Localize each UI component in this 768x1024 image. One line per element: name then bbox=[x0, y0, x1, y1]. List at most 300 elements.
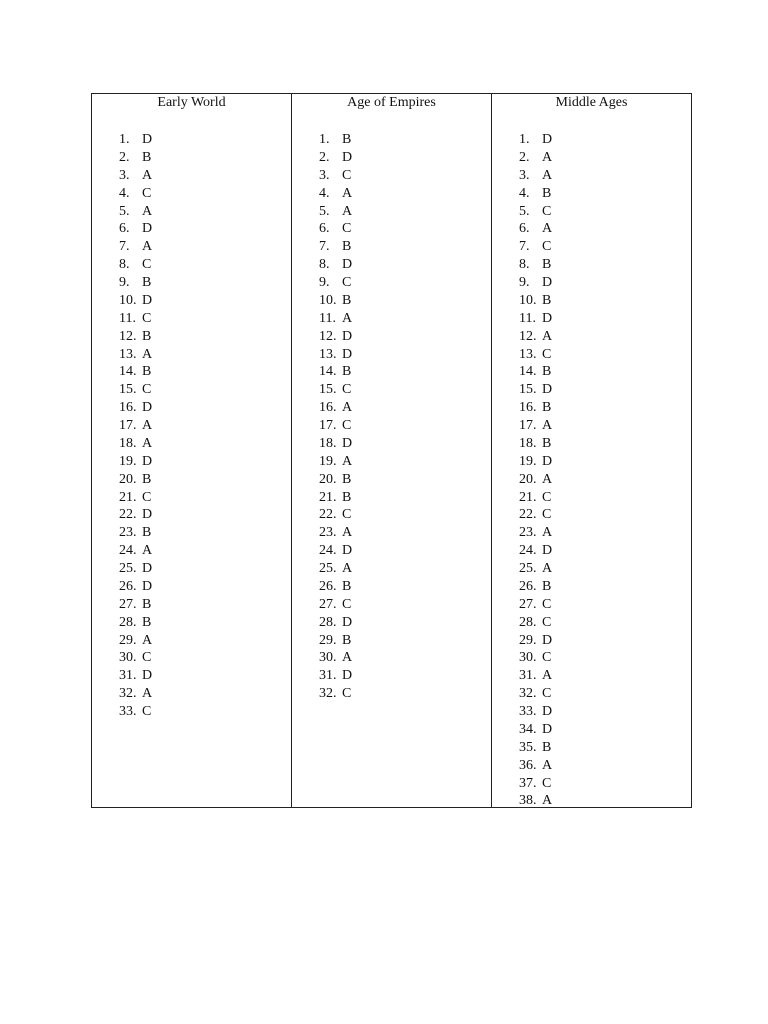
answer-item bbox=[319, 363, 352, 381]
question-number: 37. bbox=[519, 775, 537, 791]
answer-letter: D bbox=[342, 149, 353, 165]
answer-item bbox=[519, 435, 552, 453]
answer-letter: D bbox=[142, 578, 153, 594]
answer-letter: C bbox=[342, 418, 352, 433]
question-number: 29. bbox=[519, 632, 537, 648]
question-number: 6. bbox=[319, 221, 330, 237]
question-number: 24. bbox=[119, 543, 137, 559]
answer-letter: A bbox=[142, 686, 153, 702]
answer-letter: D bbox=[142, 292, 153, 308]
answer-letter: D bbox=[542, 132, 553, 147]
answer-letter: D bbox=[542, 310, 553, 326]
answer-item bbox=[519, 685, 552, 703]
answer-letter: B bbox=[542, 435, 552, 451]
answer-letter: C bbox=[542, 346, 552, 362]
answer-item bbox=[119, 363, 152, 381]
question-number: 13. bbox=[519, 346, 537, 362]
answer-letter: D bbox=[142, 453, 153, 469]
question-number: 18. bbox=[519, 435, 537, 451]
question-number: 12. bbox=[319, 328, 337, 344]
answer-letter: A bbox=[142, 543, 153, 559]
answer-letter: C bbox=[142, 257, 152, 273]
question-number: 13. bbox=[119, 346, 137, 362]
answer-item bbox=[119, 614, 152, 632]
question-number: 32. bbox=[519, 686, 537, 702]
column-header: Middle Ages bbox=[555, 95, 628, 110]
answer-item bbox=[119, 274, 152, 292]
answer-item bbox=[519, 471, 552, 489]
question-number: 31. bbox=[519, 668, 537, 684]
question-number: 11. bbox=[119, 310, 136, 326]
answer-letter: C bbox=[342, 382, 352, 398]
answer-letter: A bbox=[142, 346, 153, 362]
question-number: 4. bbox=[519, 185, 530, 201]
answer-item bbox=[319, 149, 352, 167]
answer-item bbox=[319, 220, 352, 238]
answer-item bbox=[519, 775, 552, 793]
question-number: 8. bbox=[519, 257, 530, 273]
answer-item bbox=[319, 381, 352, 399]
question-number: 5. bbox=[519, 203, 530, 219]
answer-item bbox=[119, 417, 152, 435]
answer-letter: B bbox=[342, 471, 352, 487]
question-number: 7. bbox=[119, 239, 130, 255]
answer-item bbox=[119, 471, 152, 489]
question-number: 22. bbox=[319, 507, 337, 523]
answer-item bbox=[319, 524, 352, 542]
question-number: 4. bbox=[119, 185, 130, 201]
answer-item bbox=[119, 435, 152, 453]
answer-letter: A bbox=[542, 668, 553, 684]
answer-item bbox=[519, 792, 552, 810]
answer-letter: C bbox=[142, 382, 152, 398]
answer-letter: B bbox=[342, 364, 352, 380]
answer-item bbox=[319, 274, 352, 292]
answer-letter: C bbox=[542, 614, 552, 630]
answer-letter: A bbox=[342, 400, 353, 416]
answer-letter: D bbox=[142, 668, 153, 684]
answer-letter: D bbox=[542, 704, 553, 719]
answer-letter: C bbox=[542, 239, 552, 255]
answer-letter: D bbox=[142, 400, 153, 416]
answer-item bbox=[119, 578, 152, 596]
question-number: 15. bbox=[519, 382, 537, 398]
question-number: 10. bbox=[519, 292, 537, 308]
answer-letter: D bbox=[342, 346, 353, 362]
answer-letter: C bbox=[542, 775, 552, 791]
answer-letter: A bbox=[142, 203, 153, 219]
answer-letter: C bbox=[142, 185, 152, 201]
answer-letter: D bbox=[342, 668, 353, 684]
question-number: 28. bbox=[519, 614, 537, 630]
column-early-world bbox=[92, 94, 291, 807]
question-number: 7. bbox=[519, 239, 530, 255]
question-number: 3. bbox=[319, 167, 330, 183]
question-number: 22. bbox=[519, 507, 537, 523]
answer-letter: A bbox=[342, 525, 353, 541]
question-number: 2. bbox=[319, 149, 330, 165]
question-number: 2. bbox=[519, 149, 530, 165]
question-number: 17. bbox=[319, 418, 337, 433]
question-number: 15. bbox=[119, 382, 137, 398]
answer-item bbox=[519, 596, 552, 614]
question-number: 14. bbox=[119, 364, 137, 380]
answer-letter: C bbox=[542, 686, 552, 702]
answer-item bbox=[519, 363, 552, 381]
question-number: 17. bbox=[519, 418, 537, 433]
question-number: 2. bbox=[119, 149, 130, 165]
question-number: 16. bbox=[319, 400, 337, 416]
answer-item bbox=[319, 685, 352, 703]
answer-item bbox=[119, 399, 152, 417]
answer-letter: A bbox=[342, 453, 353, 469]
answer-letter: C bbox=[342, 167, 352, 183]
column-header: Age of Empires bbox=[347, 95, 436, 110]
answer-letter: B bbox=[542, 400, 552, 416]
answer-item bbox=[119, 560, 152, 578]
question-number: 5. bbox=[319, 203, 330, 219]
answer-letter: B bbox=[542, 185, 552, 201]
answer-item bbox=[319, 185, 352, 203]
question-number: 30. bbox=[119, 650, 137, 666]
answer-letter: D bbox=[142, 507, 153, 523]
answer-key-table bbox=[91, 93, 692, 808]
answer-item bbox=[319, 346, 352, 364]
answer-letter: B bbox=[142, 328, 152, 344]
answer-item bbox=[119, 632, 152, 650]
question-number: 26. bbox=[319, 578, 337, 594]
question-number: 23. bbox=[519, 525, 537, 541]
answer-letter: B bbox=[542, 739, 552, 755]
answer-item bbox=[319, 614, 352, 632]
answer-item bbox=[519, 614, 552, 632]
answer-letter: D bbox=[142, 221, 153, 237]
answer-letter: D bbox=[542, 275, 553, 290]
question-number: 16. bbox=[519, 400, 537, 416]
answer-letter: A bbox=[542, 793, 553, 809]
answer-item bbox=[119, 238, 152, 256]
answer-letter: D bbox=[342, 257, 353, 273]
answer-item bbox=[119, 167, 152, 185]
answer-item bbox=[319, 310, 352, 328]
answer-letter: A bbox=[542, 167, 553, 183]
answer-item bbox=[519, 721, 552, 739]
answer-item bbox=[519, 506, 552, 524]
answer-letter: D bbox=[142, 561, 153, 576]
answer-item bbox=[519, 292, 552, 310]
answer-letter: D bbox=[542, 721, 553, 737]
answer-letter: A bbox=[342, 203, 353, 219]
answer-letter: D bbox=[342, 328, 353, 344]
answer-item bbox=[319, 632, 352, 650]
answer-item bbox=[119, 381, 152, 399]
answer-list bbox=[119, 131, 152, 721]
answer-item bbox=[319, 453, 352, 471]
answer-letter: A bbox=[542, 418, 553, 433]
column-middle-ages bbox=[491, 94, 691, 807]
question-number: 31. bbox=[319, 668, 337, 684]
question-number: 5. bbox=[119, 203, 130, 219]
answer-letter: B bbox=[142, 614, 152, 630]
answer-letter: B bbox=[542, 292, 552, 308]
question-number: 19. bbox=[519, 453, 537, 469]
answer-item bbox=[119, 667, 152, 685]
answer-item bbox=[119, 685, 152, 703]
answer-item bbox=[119, 489, 152, 507]
answer-list bbox=[319, 131, 352, 703]
answer-letter: C bbox=[542, 507, 552, 523]
question-number: 20. bbox=[119, 471, 137, 487]
answer-letter: D bbox=[542, 632, 553, 648]
answer-item bbox=[119, 542, 152, 560]
answer-letter: A bbox=[342, 650, 353, 666]
question-number: 22. bbox=[119, 507, 137, 523]
question-number: 17. bbox=[119, 418, 137, 433]
question-number: 21. bbox=[519, 489, 537, 505]
answer-item bbox=[319, 399, 352, 417]
question-number: 23. bbox=[119, 525, 137, 541]
question-number: 4. bbox=[319, 185, 330, 201]
question-number: 24. bbox=[319, 543, 337, 559]
question-number: 30. bbox=[319, 650, 337, 666]
question-number: 28. bbox=[319, 614, 337, 630]
question-number: 18. bbox=[319, 435, 337, 451]
answer-letter: D bbox=[542, 453, 553, 469]
answer-item bbox=[519, 238, 552, 256]
answer-letter: B bbox=[342, 578, 352, 594]
question-number: 12. bbox=[119, 328, 137, 344]
question-number: 1. bbox=[519, 132, 530, 147]
question-number: 33. bbox=[119, 704, 137, 719]
answer-letter: B bbox=[342, 292, 352, 308]
question-number: 13. bbox=[319, 346, 337, 362]
answer-letter: B bbox=[542, 257, 552, 273]
answer-item bbox=[519, 739, 552, 757]
answer-letter: B bbox=[142, 149, 152, 165]
answer-item bbox=[319, 203, 352, 221]
question-number: 10. bbox=[119, 292, 137, 308]
question-number: 20. bbox=[319, 471, 337, 487]
answer-letter: C bbox=[142, 650, 152, 666]
question-number: 20. bbox=[519, 471, 537, 487]
question-number: 38. bbox=[519, 793, 537, 809]
question-number: 9. bbox=[119, 275, 130, 290]
question-number: 15. bbox=[319, 382, 337, 398]
answer-letter: C bbox=[342, 221, 352, 237]
answer-letter: D bbox=[342, 435, 353, 451]
answer-letter: A bbox=[342, 561, 353, 576]
question-number: 9. bbox=[519, 275, 530, 290]
answer-item bbox=[319, 131, 352, 149]
answer-item bbox=[319, 167, 352, 185]
answer-letter: B bbox=[542, 578, 552, 594]
question-number: 27. bbox=[319, 596, 337, 612]
column-age-of-empires bbox=[291, 94, 491, 807]
answer-item bbox=[119, 203, 152, 221]
answer-letter: C bbox=[142, 489, 152, 505]
answer-item bbox=[519, 578, 552, 596]
answer-letter: A bbox=[142, 632, 153, 648]
question-number: 32. bbox=[319, 686, 337, 702]
question-number: 26. bbox=[119, 578, 137, 594]
question-number: 1. bbox=[119, 132, 130, 147]
answer-letter: B bbox=[142, 364, 152, 380]
question-number: 8. bbox=[319, 257, 330, 273]
question-number: 28. bbox=[119, 614, 137, 630]
answer-item bbox=[519, 203, 552, 221]
answer-item bbox=[319, 596, 352, 614]
question-number: 3. bbox=[119, 167, 130, 183]
answer-item bbox=[119, 524, 152, 542]
answer-item bbox=[519, 542, 552, 560]
answer-item bbox=[519, 346, 552, 364]
answer-item bbox=[119, 149, 152, 167]
question-number: 32. bbox=[119, 686, 137, 702]
answer-item bbox=[319, 489, 352, 507]
answer-item bbox=[519, 417, 552, 435]
question-number: 21. bbox=[319, 489, 337, 505]
answer-item bbox=[119, 649, 152, 667]
question-number: 27. bbox=[519, 596, 537, 612]
answer-item bbox=[519, 453, 552, 471]
answer-letter: B bbox=[342, 132, 352, 147]
question-number: 21. bbox=[119, 489, 137, 505]
question-number: 18. bbox=[119, 435, 137, 451]
answer-item bbox=[119, 346, 152, 364]
answer-letter: A bbox=[142, 239, 153, 255]
answer-letter: B bbox=[142, 596, 152, 612]
answer-letter: A bbox=[542, 757, 553, 773]
question-number: 9. bbox=[319, 275, 330, 290]
answer-item bbox=[119, 596, 152, 614]
answer-letter: A bbox=[542, 149, 553, 165]
answer-letter: D bbox=[342, 543, 353, 559]
answer-letter: C bbox=[542, 203, 552, 219]
answer-item bbox=[519, 167, 552, 185]
answer-item bbox=[519, 649, 552, 667]
answer-item bbox=[319, 328, 352, 346]
answer-item bbox=[119, 328, 152, 346]
column-header: Early World bbox=[157, 95, 226, 110]
answer-item bbox=[319, 417, 352, 435]
answer-item bbox=[119, 506, 152, 524]
answer-letter: A bbox=[542, 328, 553, 344]
answer-item bbox=[519, 310, 552, 328]
answer-letter: D bbox=[542, 543, 553, 559]
answer-list bbox=[519, 131, 552, 810]
answer-letter: B bbox=[142, 471, 152, 487]
question-number: 7. bbox=[319, 239, 330, 255]
answer-letter: C bbox=[342, 596, 352, 612]
answer-letter: B bbox=[342, 489, 352, 505]
answer-letter: A bbox=[142, 435, 153, 451]
question-number: 14. bbox=[319, 364, 337, 380]
answer-letter: C bbox=[142, 310, 152, 326]
answer-item bbox=[319, 256, 352, 274]
question-number: 6. bbox=[119, 221, 130, 237]
question-number: 33. bbox=[519, 704, 537, 719]
answer-item bbox=[519, 757, 552, 775]
answer-item bbox=[319, 506, 352, 524]
question-number: 35. bbox=[519, 739, 537, 755]
answer-letter: A bbox=[142, 418, 153, 433]
answer-item bbox=[319, 560, 352, 578]
question-number: 30. bbox=[519, 650, 537, 666]
answer-letter: D bbox=[542, 382, 553, 398]
answer-item bbox=[319, 435, 352, 453]
answer-item bbox=[119, 310, 152, 328]
question-number: 19. bbox=[319, 453, 337, 469]
answer-item bbox=[319, 542, 352, 560]
question-number: 26. bbox=[519, 578, 537, 594]
question-number: 23. bbox=[319, 525, 337, 541]
answer-item bbox=[119, 453, 152, 471]
answer-letter: A bbox=[342, 185, 353, 201]
answer-letter: A bbox=[342, 310, 353, 326]
answer-item bbox=[519, 399, 552, 417]
answer-letter: D bbox=[342, 614, 353, 630]
question-number: 11. bbox=[319, 310, 336, 326]
answer-letter: D bbox=[142, 132, 153, 147]
answer-item bbox=[319, 649, 352, 667]
answer-item bbox=[519, 381, 552, 399]
answer-item bbox=[119, 292, 152, 310]
question-number: 29. bbox=[319, 632, 337, 648]
question-number: 12. bbox=[519, 328, 537, 344]
answer-letter: A bbox=[542, 471, 553, 487]
answer-item bbox=[319, 667, 352, 685]
answer-item bbox=[519, 703, 552, 721]
question-number: 16. bbox=[119, 400, 137, 416]
answer-letter: A bbox=[542, 561, 553, 576]
answer-letter: C bbox=[542, 489, 552, 505]
answer-letter: B bbox=[142, 275, 152, 290]
answer-item bbox=[319, 471, 352, 489]
answer-item bbox=[319, 238, 352, 256]
question-number: 11. bbox=[519, 310, 536, 326]
answer-item bbox=[519, 274, 552, 292]
question-number: 1. bbox=[319, 132, 330, 147]
question-number: 3. bbox=[519, 167, 530, 183]
question-number: 24. bbox=[519, 543, 537, 559]
question-number: 25. bbox=[319, 561, 337, 576]
answer-letter: A bbox=[142, 167, 153, 183]
answer-item bbox=[519, 131, 552, 149]
question-number: 8. bbox=[119, 257, 130, 273]
answer-letter: A bbox=[542, 525, 553, 541]
answer-item bbox=[119, 703, 152, 721]
question-number: 14. bbox=[519, 364, 537, 380]
answer-letter: B bbox=[342, 239, 352, 255]
question-number: 25. bbox=[519, 561, 537, 576]
answer-item bbox=[519, 667, 552, 685]
answer-item bbox=[319, 578, 352, 596]
answer-letter: C bbox=[342, 275, 352, 290]
answer-item bbox=[119, 131, 152, 149]
answer-item bbox=[519, 328, 552, 346]
answer-item bbox=[119, 220, 152, 238]
answer-item bbox=[519, 560, 552, 578]
answer-item bbox=[519, 524, 552, 542]
question-number: 6. bbox=[519, 221, 530, 237]
answer-item bbox=[119, 256, 152, 274]
answer-item bbox=[119, 185, 152, 203]
question-number: 34. bbox=[519, 721, 537, 737]
answer-item bbox=[519, 149, 552, 167]
question-number: 27. bbox=[119, 596, 137, 612]
answer-letter: B bbox=[142, 525, 152, 541]
question-number: 10. bbox=[319, 292, 337, 308]
